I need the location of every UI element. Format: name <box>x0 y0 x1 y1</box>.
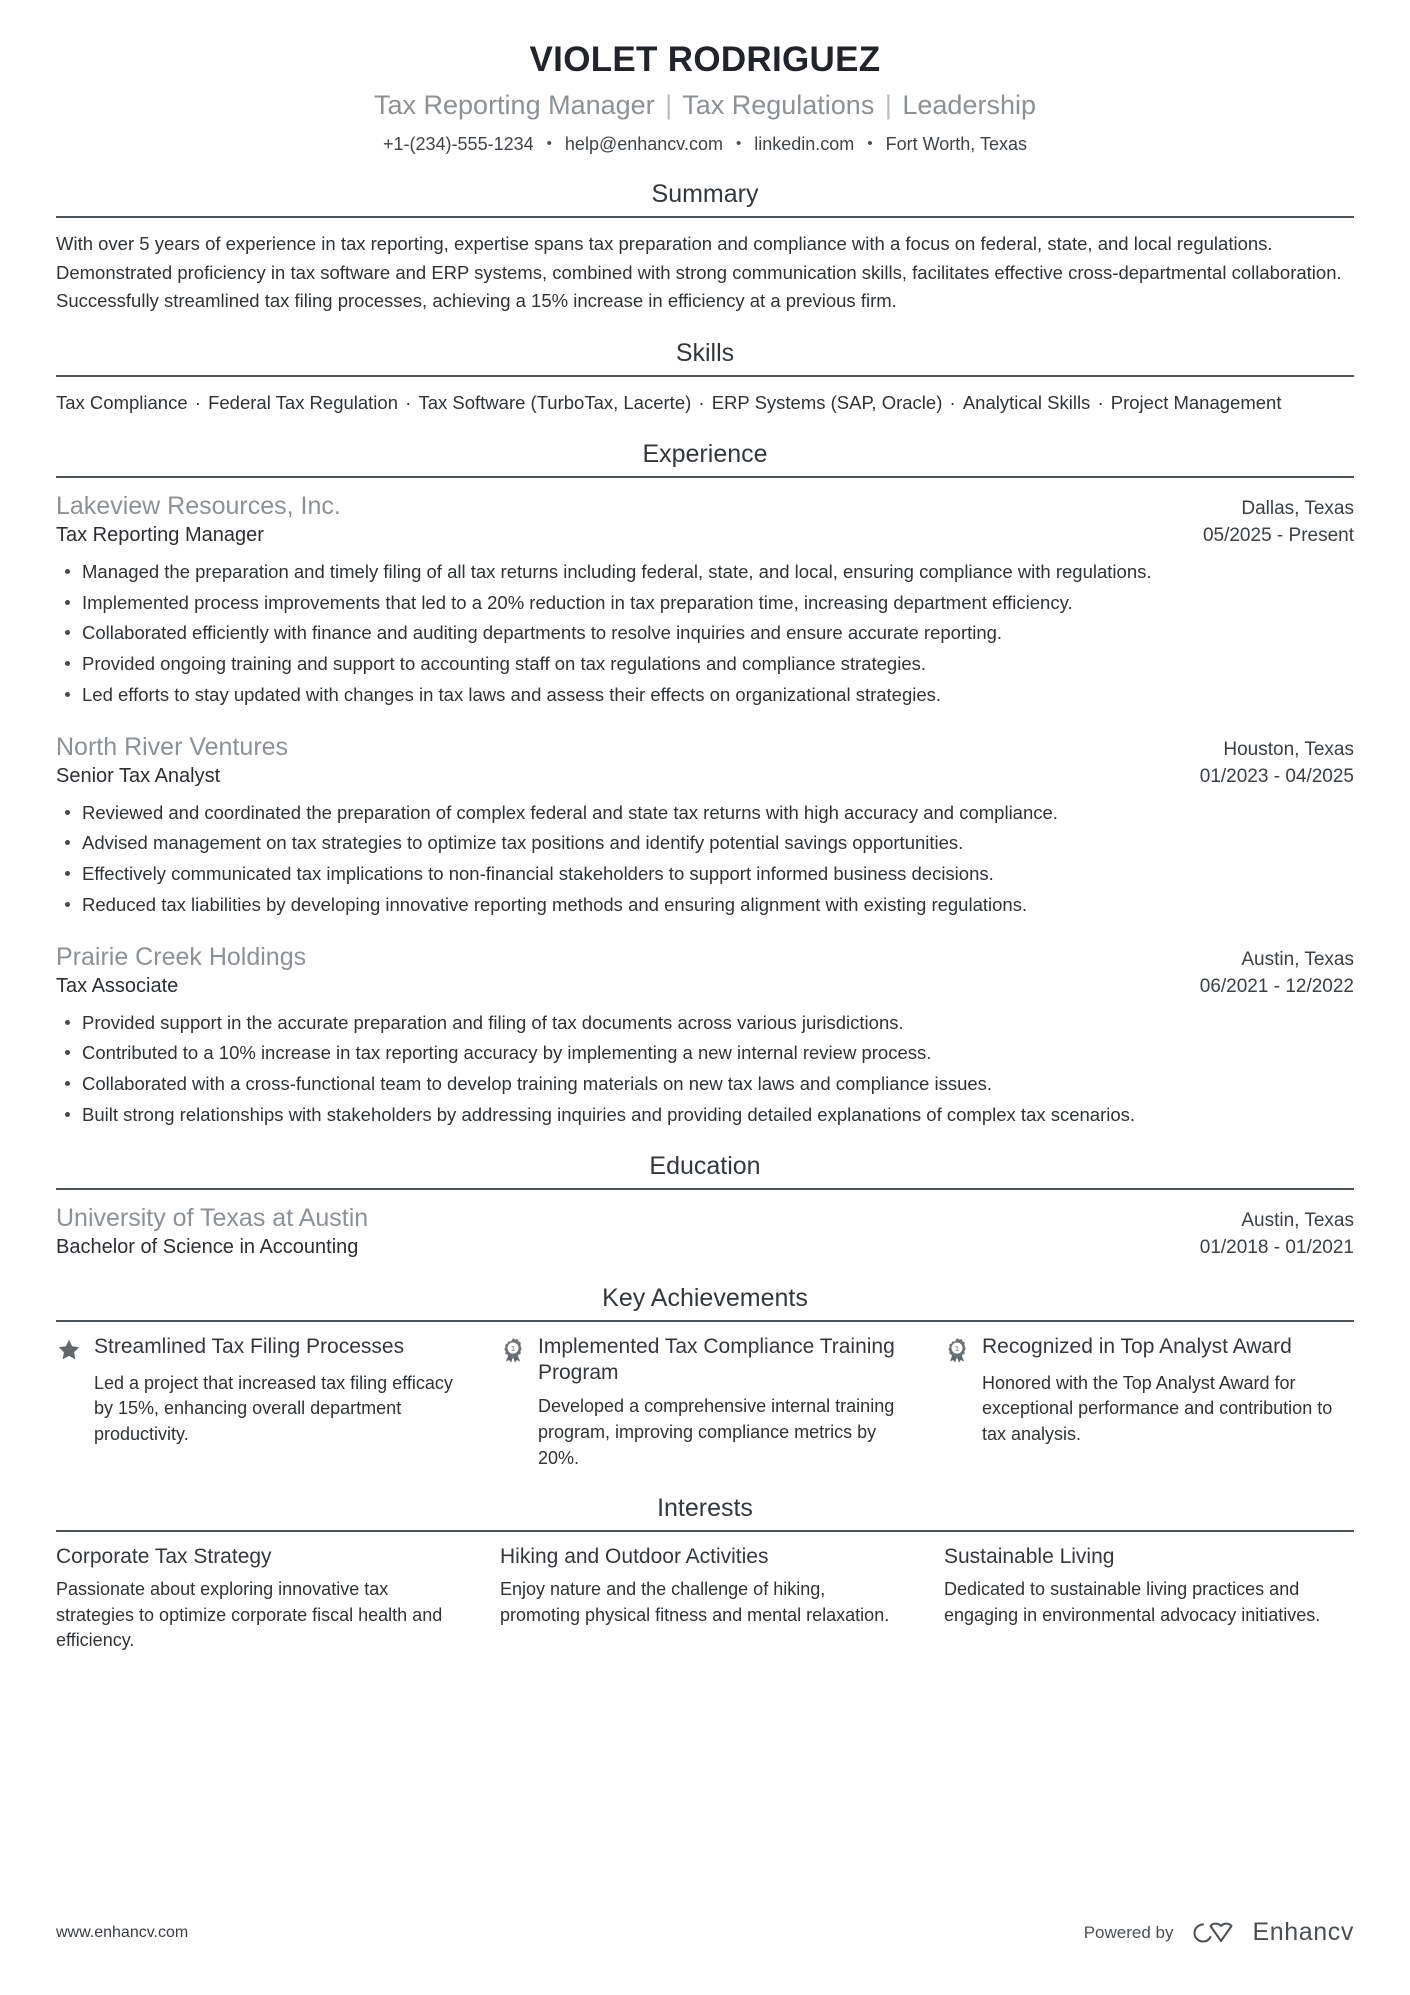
experience-entries <box>56 490 1354 1129</box>
contact-location: Fort Worth, Texas <box>885 133 1027 154</box>
footer-url[interactable]: www.enhancv.com <box>56 1923 189 1941</box>
section-experience <box>56 439 1354 1129</box>
enhancv-wordmark: Enhancv <box>1252 1918 1354 1946</box>
section-rule-summary <box>56 216 1354 218</box>
experience-bullet-list <box>56 799 1354 919</box>
contact-line <box>56 132 1354 157</box>
skill-separator: · <box>400 392 417 414</box>
headline-separator-2: | <box>884 89 892 120</box>
skill-item: Analytical Skills <box>962 392 1091 414</box>
experience-org-row <box>56 941 1354 973</box>
experience-bullet: Collaborated efficiently with finance and auditing departments to resolve inquiries and ensure accurate reporting. <box>56 619 1354 647</box>
achievement-item <box>56 1334 466 1472</box>
section-rule-education <box>56 1188 1354 1190</box>
interest-title: Sustainable Living <box>944 1545 1115 1569</box>
headline-separator-1: | <box>665 89 673 120</box>
award-medal-icon <box>944 1337 970 1363</box>
skill-item: Tax Compliance <box>56 392 188 414</box>
experience-organization: Prairie Creek Holdings <box>56 942 307 971</box>
education-institution-row <box>56 1202 1354 1234</box>
skill-separator: · <box>189 392 207 414</box>
experience-org-row <box>56 731 1354 763</box>
experience-role: Tax Reporting Manager <box>56 523 264 546</box>
experience-bullet: Collaborated with a cross-functional team to develop training materials on new tax laws and compliance issues. <box>56 1070 1354 1098</box>
interest-description: Passionate about exploring innovative tax strategies to optimize corporate fiscal health and efficiency. <box>56 1579 443 1651</box>
achievement-description: Developed a comprehensive internal training program, improving compliance metrics by 20%. <box>538 1396 895 1468</box>
headline-part-3: Leadership <box>902 89 1036 120</box>
enhancv-mark-icon <box>1190 1920 1242 1946</box>
section-interests <box>56 1493 1354 1654</box>
interest-title: Corporate Tax Strategy <box>56 1545 272 1569</box>
skill-separator: · <box>944 392 961 414</box>
experience-bullet: Effectively communicated tax implications to non-financial stakeholders to support informed business decisions. <box>56 860 1354 888</box>
experience-location: Dallas, Texas <box>1241 497 1354 519</box>
skill-separator: · <box>1092 392 1109 414</box>
experience-bullet: Built strong relationships with stakeholders by addressing inquiries and providing detailed explanations of complex tax scenarios. <box>56 1101 1354 1129</box>
candidate-name: VIOLET RODRIGUEZ <box>529 40 881 79</box>
experience-entry <box>56 941 1354 1129</box>
section-title-experience: Experience <box>642 439 768 468</box>
skills-list <box>56 389 1354 417</box>
experience-location: Austin, Texas <box>1241 948 1354 970</box>
education-location: Austin, Texas <box>1241 1209 1354 1231</box>
skill-separator: · <box>693 392 710 414</box>
enhancv-logo <box>1190 1918 1355 1947</box>
section-title-interests: Interests <box>657 1494 753 1523</box>
skill-item: ERP Systems (SAP, Oracle) <box>711 392 943 414</box>
experience-dates: 06/2021 - 12/2022 <box>1199 975 1354 997</box>
experience-bullet: Led efforts to stay updated with changes in tax laws and assess their effects on organizational strategies. <box>56 681 1354 709</box>
experience-role: Tax Associate <box>56 974 179 997</box>
achievement-header <box>56 1334 466 1363</box>
experience-location: Houston, Texas <box>1223 738 1354 760</box>
experience-bullet-list <box>56 558 1354 709</box>
achievement-title: Recognized in Top Analyst Award <box>982 1334 1292 1358</box>
section-rule-key-achievements <box>56 1320 1354 1322</box>
interest-item <box>944 1544 1354 1654</box>
education-entries <box>56 1202 1354 1261</box>
experience-role-row <box>56 763 1354 790</box>
star-icon <box>56 1337 82 1363</box>
skill-item: Tax Software (TurboTax, Lacerte) <box>418 392 692 414</box>
experience-role-row <box>56 522 1354 549</box>
interest-description: Enjoy nature and the challenge of hiking, promoting physical fitness and mental relaxation. <box>500 1579 890 1625</box>
powered-by-label: Powered by <box>1083 1922 1174 1942</box>
education-dates: 01/2018 - 01/2021 <box>1199 1236 1354 1258</box>
section-rule-experience <box>56 476 1354 478</box>
experience-role: Senior Tax Analyst <box>56 764 221 787</box>
experience-role-row <box>56 973 1354 1000</box>
interest-description: Dedicated to sustainable living practices and engaging in environmental advocacy initiatives. <box>944 1579 1321 1625</box>
achievement-item <box>500 1334 910 1472</box>
experience-dates: 05/2025 - Present <box>1202 524 1354 546</box>
achievement-header <box>944 1334 1354 1363</box>
svg-text:1: 1 <box>510 1343 516 1353</box>
experience-bullet-list <box>56 1009 1354 1129</box>
interest-title: Hiking and Outdoor Activities <box>500 1545 769 1569</box>
contact-email[interactable]: help@enhancv.com <box>564 133 723 154</box>
section-rule-interests <box>56 1530 1354 1532</box>
contact-separator-2: • <box>735 134 742 152</box>
skill-item: Federal Tax Regulation <box>208 392 398 414</box>
achievement-title: Implemented Tax Compliance Training Program <box>538 1334 895 1384</box>
experience-bullet: Reviewed and coordinated the preparation of complex federal and state tax returns with high accuracy and compliance. <box>56 799 1354 827</box>
award-medal-icon <box>500 1337 526 1363</box>
education-degree-row <box>56 1234 1354 1261</box>
footer-brand <box>1084 1918 1354 1947</box>
experience-bullet: Implemented process improvements that led to a 20% reduction in tax preparation time, increasing department efficiency. <box>56 589 1354 617</box>
contact-separator-1: • <box>546 134 552 152</box>
section-title-summary: Summary <box>651 180 759 209</box>
experience-bullet: Reduced tax liabilities by developing innovative reporting methods and ensuring alignment with existing regulations. <box>56 891 1354 919</box>
education-entry <box>56 1202 1354 1261</box>
contact-phone: +1-(234)-555-1234 <box>383 133 534 154</box>
experience-organization: Lakeview Resources, Inc. <box>56 491 341 520</box>
achievements-grid <box>56 1334 1354 1472</box>
section-title-key-achievements: Key Achievements <box>602 1283 808 1312</box>
section-summary <box>56 179 1354 316</box>
headline-part-2: Tax Regulations <box>682 89 875 120</box>
interest-item <box>56 1544 466 1654</box>
achievement-description: Honored with the Top Analyst Award for exceptional performance and contribution to tax analysis. <box>982 1372 1333 1444</box>
contact-separator-3: • <box>867 134 873 152</box>
experience-dates: 01/2023 - 04/2025 <box>1199 765 1354 787</box>
contact-linkedin[interactable]: linkedin.com <box>754 133 855 154</box>
resume-header <box>56 38 1354 157</box>
experience-bullet: Provided ongoing training and support to accounting staff on tax regulations and compliance strategies. <box>56 650 1354 678</box>
experience-bullet: Provided support in the accurate preparation and filing of tax documents across various jurisdictions. <box>56 1009 1354 1037</box>
achievement-description: Led a project that increased tax filing efficacy by 15%, enhancing overall department productivity. <box>94 1372 453 1444</box>
achievement-item <box>944 1334 1354 1472</box>
candidate-headline <box>56 88 1354 123</box>
experience-entry <box>56 731 1354 919</box>
experience-bullet: Managed the preparation and timely filing of all tax returns including federal, state, and local, ensuring compliance with regulations. <box>56 558 1354 586</box>
experience-org-row <box>56 490 1354 522</box>
section-skills <box>56 338 1354 417</box>
section-title-education: Education <box>649 1151 761 1180</box>
experience-organization: North River Ventures <box>56 732 289 761</box>
svg-text:1: 1 <box>954 1343 960 1353</box>
section-key-achievements <box>56 1283 1354 1472</box>
summary-text: With over 5 years of experience in tax reporting, expertise spans tax preparation and compliance with a focus on federal, state, and local regulations. Demonstrated proficiency in tax software and ERP systems, combined with strong communication skills, facilitates effective cross-departmental collaboration. Successfully streamlined tax filing processes, achieving a 15% increase in efficiency at a previous firm. <box>56 233 1342 312</box>
section-rule-skills <box>56 375 1354 377</box>
education-institution: University of Texas at Austin <box>56 1203 369 1232</box>
interests-grid <box>56 1544 1354 1654</box>
section-title-skills: Skills <box>675 339 735 368</box>
page-footer <box>56 1918 1354 1947</box>
section-education <box>56 1151 1354 1261</box>
experience-bullet: Advised management on tax strategies to optimize tax positions and identify potential savings opportunities. <box>56 829 1354 857</box>
experience-bullet: Contributed to a 10% increase in tax reporting accuracy by implementing a new internal review process. <box>56 1039 1354 1067</box>
interest-item <box>500 1544 910 1654</box>
achievement-header <box>500 1334 910 1387</box>
skill-item: Project Management <box>1110 392 1282 414</box>
experience-entry <box>56 490 1354 709</box>
achievement-title: Streamlined Tax Filing Processes <box>94 1334 405 1358</box>
headline-part-1: Tax Reporting Manager <box>374 89 655 120</box>
education-degree: Bachelor of Science in Accounting <box>56 1235 359 1258</box>
